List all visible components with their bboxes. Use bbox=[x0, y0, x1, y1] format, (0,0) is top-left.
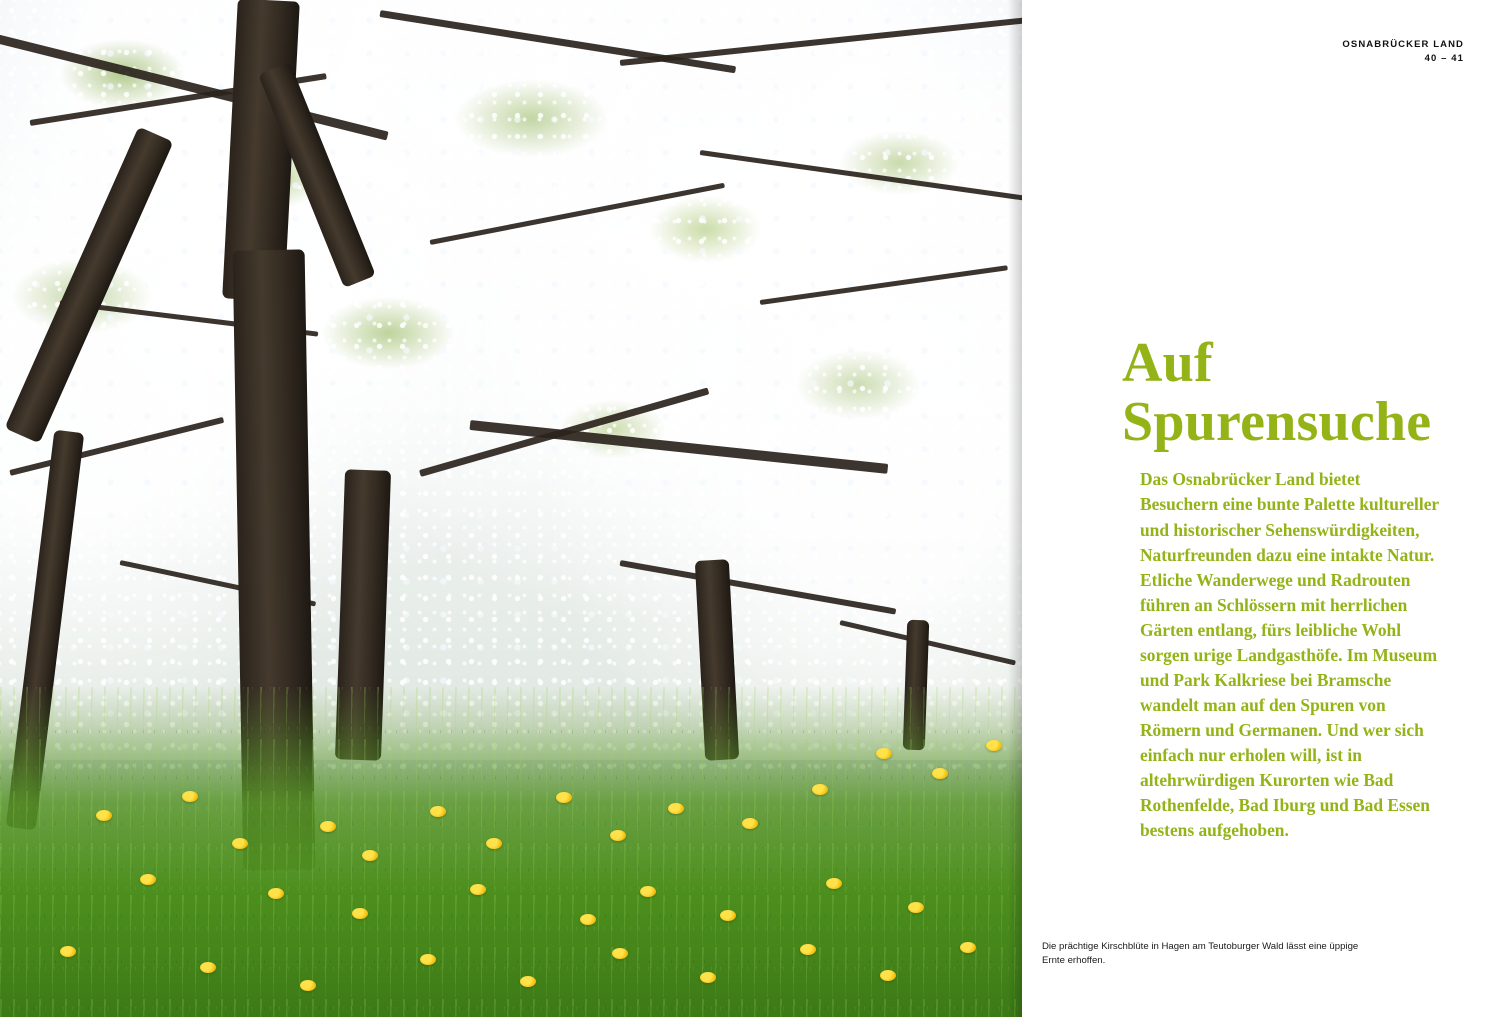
dandelion bbox=[200, 962, 216, 973]
headline-line-1: Auf bbox=[1122, 331, 1213, 394]
dandelion bbox=[430, 806, 446, 817]
dandelion bbox=[520, 976, 536, 987]
dandelion bbox=[60, 946, 76, 957]
dandelion bbox=[140, 874, 156, 885]
dandelion bbox=[580, 914, 596, 925]
page-title bbox=[1122, 331, 1500, 453]
dandelion bbox=[556, 792, 572, 803]
dandelion bbox=[720, 910, 736, 921]
dandelion bbox=[908, 902, 924, 913]
page-fold-shadow bbox=[1008, 0, 1022, 1017]
dandelion bbox=[932, 768, 948, 779]
standfirst-text: Das Osnabrücker Land bietet Besuchern eine bunte Palette kultureller und historischer Sehenswürdigkeiten, Naturfreunden dazu eine intakte Natur. Etliche Wanderwege und Radrouten führen an Schlössern mit herrlichen Gärten entlang, fürs leibliche Wohl sorgen urige Landgasthöfe. Im Museum und Park Kalkriese bei Bramsche wandelt man auf den Spuren von Römern und Germanen. Und wer sich einfach nur erholen will, ist in altehrwürdigen Kurorten wie Bad Rothenfelde, Bad Iburg und Bad Essen bestens aufgehoben. bbox=[1140, 469, 1439, 841]
dandelion bbox=[610, 830, 626, 841]
dandelion bbox=[612, 948, 628, 959]
running-head bbox=[1342, 38, 1464, 67]
dandelion bbox=[320, 821, 336, 832]
dandelion bbox=[960, 942, 976, 953]
dandelion bbox=[640, 886, 656, 897]
dandelion bbox=[812, 784, 828, 795]
dandelion bbox=[352, 908, 368, 919]
photo-caption: Die prächtige Kirschblüte in Hagen am Teutoburger Wald lässt eine üppige Ernte erhoffen. bbox=[1042, 940, 1359, 966]
dandelion bbox=[362, 850, 378, 861]
dandelion bbox=[826, 878, 842, 889]
dandelion bbox=[470, 884, 486, 895]
dandelion bbox=[880, 970, 896, 981]
headline-line-2: Spurensuche bbox=[1122, 390, 1432, 453]
dandelion-field bbox=[0, 717, 1022, 1017]
dandelion bbox=[232, 838, 248, 849]
dandelion bbox=[742, 818, 758, 829]
dandelion bbox=[268, 888, 284, 899]
dandelion bbox=[800, 944, 816, 955]
running-head-section: OSNABRÜCKER LAND bbox=[1342, 39, 1464, 50]
running-head-page-numbers: 40 – 41 bbox=[1424, 53, 1464, 65]
dandelion bbox=[668, 803, 684, 814]
dandelion bbox=[486, 838, 502, 849]
dandelion bbox=[96, 810, 112, 821]
dandelion bbox=[420, 954, 436, 965]
text-page bbox=[1022, 0, 1500, 1017]
dandelion bbox=[986, 740, 1002, 751]
dandelion bbox=[700, 972, 716, 983]
dandelion bbox=[300, 980, 316, 991]
dandelion bbox=[182, 791, 198, 802]
dandelion bbox=[876, 748, 892, 759]
